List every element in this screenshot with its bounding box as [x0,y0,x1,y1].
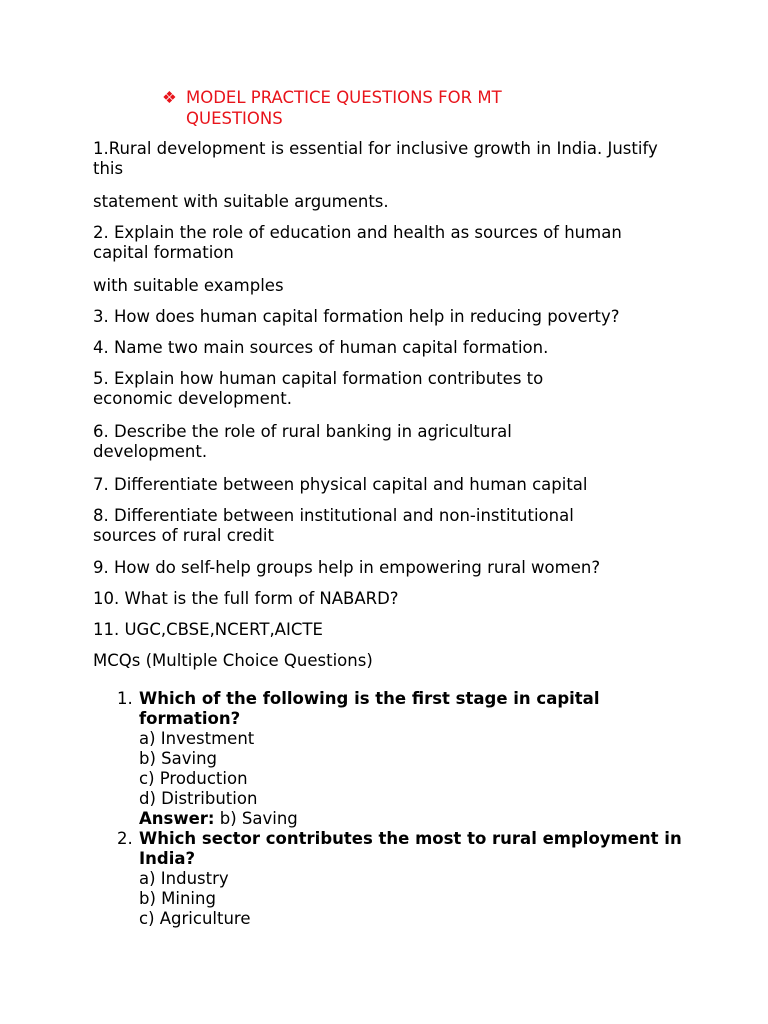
mcq-question: Which of the following is the first stage in capital formation? [139,689,600,728]
question-8: 8. Differentiate between institutional and non-institutional sources of rural credit [93,506,574,545]
question-10: 10. What is the full form of NABARD? [93,589,399,608]
question-2: 2. Explain the role of education and health as sources of human capital formation [93,223,622,262]
answer-value: b) Saving [214,809,298,828]
answer-label: Answer: [139,809,215,828]
mcq-section-heading: MCQs (Multiple Choice Questions) [93,651,373,670]
question-4: 4. Name two main sources of human capital formation. [93,338,549,357]
diamond-bullet-icon: ❖ [162,88,177,107]
mcq-option: a) Investment [139,729,255,748]
mcq-option: c) Production [139,769,248,788]
question-3: 3. How does human capital formation help in reducing poverty? [93,307,620,326]
question-1: 1.Rural development is essential for inclusive growth in India. Justify this [93,139,658,178]
question-1-continued: statement with suitable arguments. [93,192,389,211]
mcq-number: 2. [117,829,133,848]
mcq-question: Which sector contributes the most to rural employment in India? [139,829,682,868]
mcq-option: b) Mining [139,889,216,908]
question-11: 11. UGC,CBSE,NCERT,AICTE [93,620,323,639]
mcq-option: a) Industry [139,869,229,888]
mcq-option: b) Saving [139,749,218,768]
question-6: 6. Describe the role of rural banking in agricultural development. [93,422,512,461]
mcq-list [93,689,693,929]
mcq-answer [139,809,693,829]
mcq-option: c) Agriculture [139,909,251,928]
question-5: 5. Explain how human capital formation contributes to economic development. [93,369,544,408]
document-heading [162,87,582,129]
question-2-continued: with suitable examples [93,276,284,295]
mcq-item [93,689,693,829]
mcq-option: d) Distribution [139,789,258,808]
mcq-item [93,829,693,929]
mcq-number: 1. [117,689,133,708]
heading-text: MODEL PRACTICE QUESTIONS FOR MT QUESTIONS [186,88,502,128]
question-7: 7. Differentiate between physical capital and human capital [93,475,588,494]
question-9: 9. How do self-help groups help in empowering rural women? [93,558,601,577]
